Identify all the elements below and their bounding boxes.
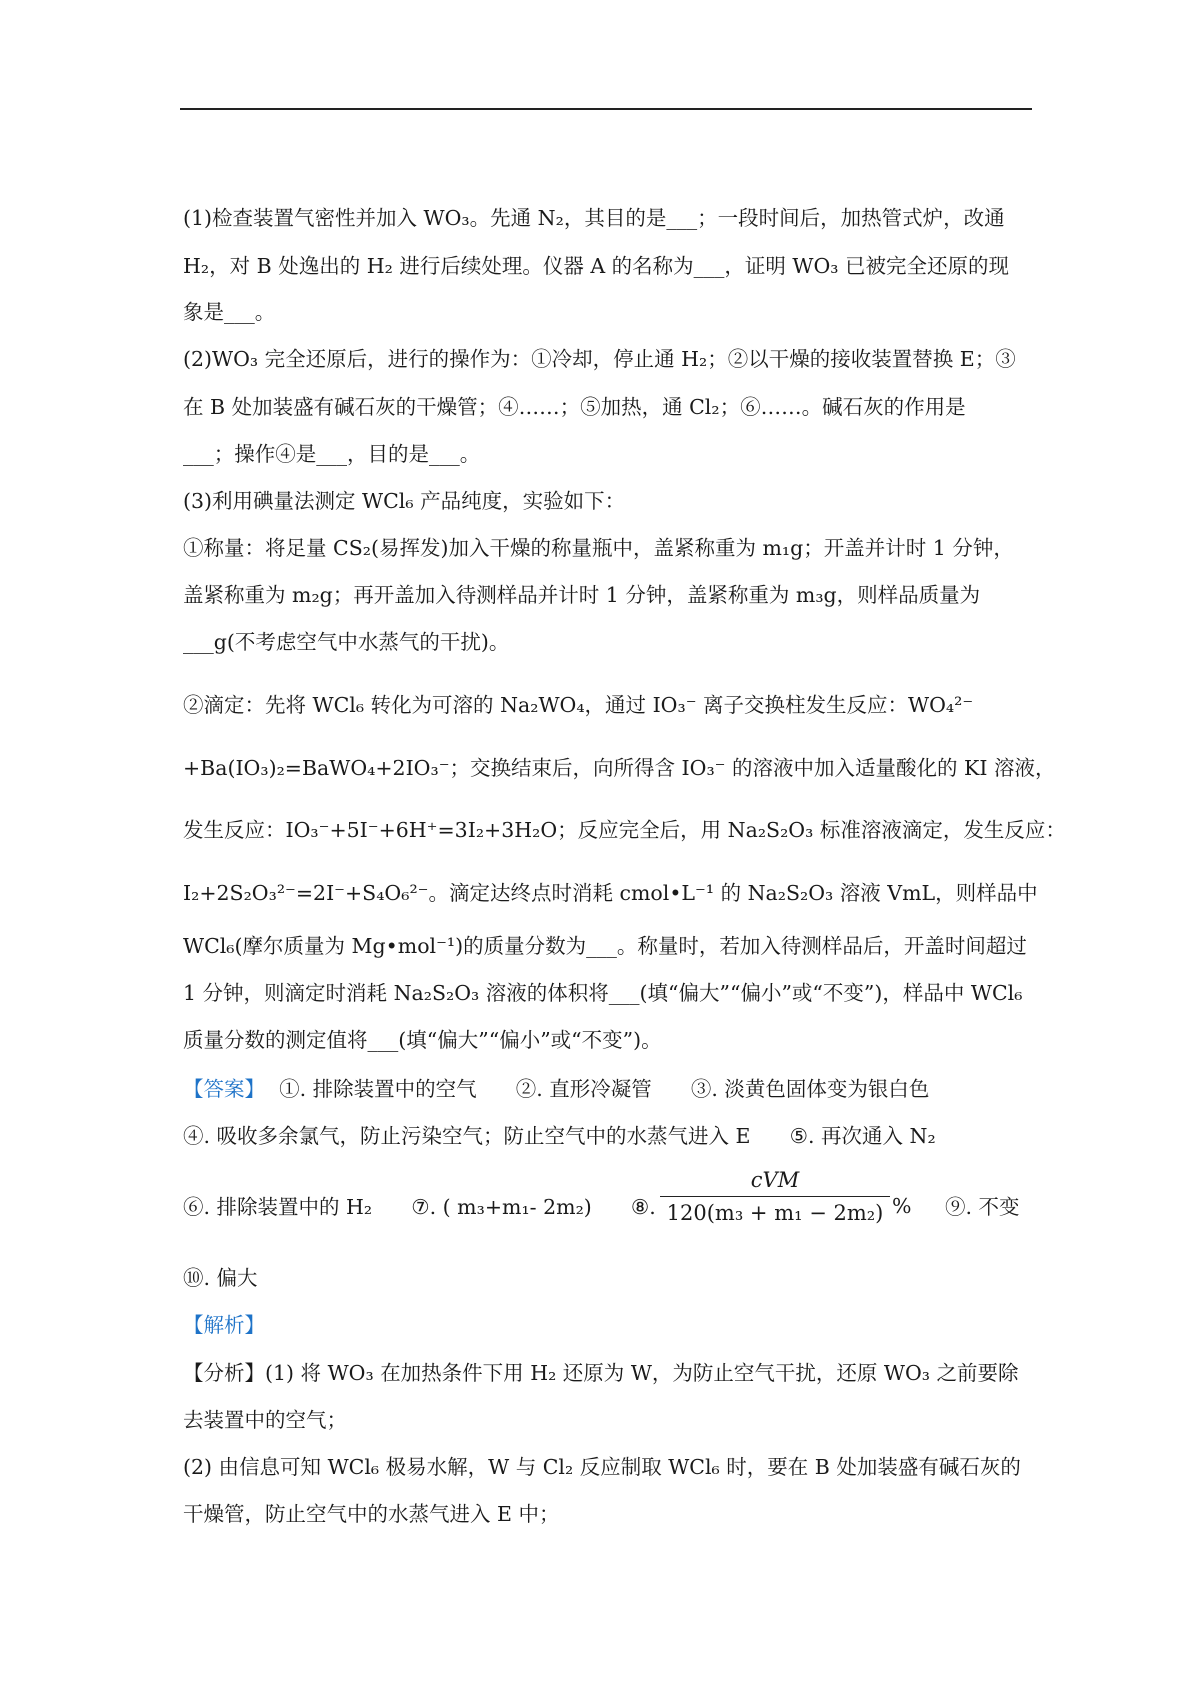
text-line: H₂，对 B 处逸出的 H₂ 进行后续处理。仪器 A 的名称为___，证明 WO₃ 已被完全还原的现 [183, 254, 1010, 278]
text-line: I₂+2S₂O₃²⁻=2I⁻+S₄O₆²⁻。滴定达终点时消耗 cmol•L⁻¹ 的 Na₂S₂O₃ 溶液 VmL，则样品中 [183, 881, 1038, 905]
analysis-line: 【分析】(1) 将 WO₃ 在加热条件下用 H₂ 还原为 W，为防止空气干扰，还原 WO₃ 之前要除 [183, 1361, 1019, 1385]
text-line: (1)检查装置气密性并加入 WO₃。先通 N₂，其目的是___；一段时间后，加热管式炉，改通 [183, 206, 1005, 230]
header-rule [180, 108, 1032, 110]
text-line: 盖紧称重为 m₂g；再开盖加入待测样品并计时 1 分钟，盖紧称重为 m₃g，则样品质量为 [183, 583, 981, 607]
text-line: ___；操作④是___，目的是___。 [183, 442, 481, 466]
answer-tag: 【答案】 [183, 1077, 265, 1101]
text-line: 1 分钟，则滴定时消耗 Na₂S₂O₃ 溶液的体积将___(填“偏大”“偏小”或“不变”)，样品中 WCl₆ [183, 981, 1023, 1005]
text-line: WCl₆(摩尔质量为 Mg•mol⁻¹)的质量分数为___。称量时，若加入待测样品后，开盖时间超过 [183, 934, 1027, 958]
percent-sign: % [892, 1194, 912, 1218]
answer-line: ⑥. 排除装置中的 H₂ ⑦. ( m₃+m₁- 2m₂) ⑧. [183, 1195, 656, 1219]
text-line: ①称量：将足量 CS₂(易挥发)加入干燥的称量瓶中，盖紧称重为 m₁g；开盖并计时 1 分钟， [183, 536, 1014, 560]
answer-line: ⑩. 偏大 [183, 1266, 258, 1290]
text-line: ②滴定：先将 WCl₆ 转化为可溶的 Na₂WO₄，通过 IO₃⁻ 离子交换柱发生反应：WO₄²⁻ [183, 693, 974, 717]
answer-line: ④. 吸收多余氯气，防止污染空气；防止空气中的水蒸气进入 E ⑤. 再次通入 N₂ [183, 1124, 936, 1148]
text-line: 在 B 处加装盛有碱石灰的干燥管；④……；⑤加热，通 Cl₂；⑥……。碱石灰的作用是 [183, 395, 966, 419]
mass-fraction-formula [660, 1168, 890, 1225]
fraction-bar [660, 1196, 890, 1197]
text-line: (3)利用碘量法测定 WCl₆ 产品纯度，实验如下： [183, 489, 626, 513]
analysis-line: (2) 由信息可知 WCl₆ 极易水解，W 与 Cl₂ 反应制取 WCl₆ 时，要在 B 处加装盛有碱石灰的 [183, 1455, 1021, 1479]
analysis-line: 去装置中的空气； [183, 1408, 347, 1432]
text-line: 质量分数的测定值将___(填“偏大”“偏小”或“不变”)。 [183, 1028, 662, 1052]
analysis-tag: 【解析】 [183, 1313, 265, 1337]
answer-line: ①. 排除装置中的空气 ②. 直形冷凝管 ③. 淡黄色固体变为银白色 [253, 1077, 930, 1101]
text-line: (2)WO₃ 完全还原后，进行的操作为：①冷却，停止通 H₂；②以干燥的接收装置替换 E；③ [183, 347, 1016, 371]
formula-denominator: 120(m₃ + m₁ − 2m₂) [666, 1201, 884, 1225]
formula-numerator: cVM [750, 1168, 800, 1192]
answer-line: ⑨. 不变 [945, 1195, 1020, 1219]
text-line: ___g(不考虑空气中水蒸气的干扰)。 [183, 630, 510, 654]
text-line: 象是___。 [183, 300, 276, 324]
text-line: 发生反应：IO₃⁻+5I⁻+6H⁺=3I₂+3H₂O；反应完全后，用 Na₂S₂O₃ 标准溶液滴定，发生反应： [183, 818, 1066, 842]
analysis-line: 干燥管，防止空气中的水蒸气进入 E 中； [183, 1502, 560, 1526]
text-line: +Ba(IO₃)₂=BaWO₄+2IO₃⁻；交换结束后，向所得含 IO₃⁻ 的溶液中加入适量酸化的 KI 溶液， [183, 756, 1056, 780]
